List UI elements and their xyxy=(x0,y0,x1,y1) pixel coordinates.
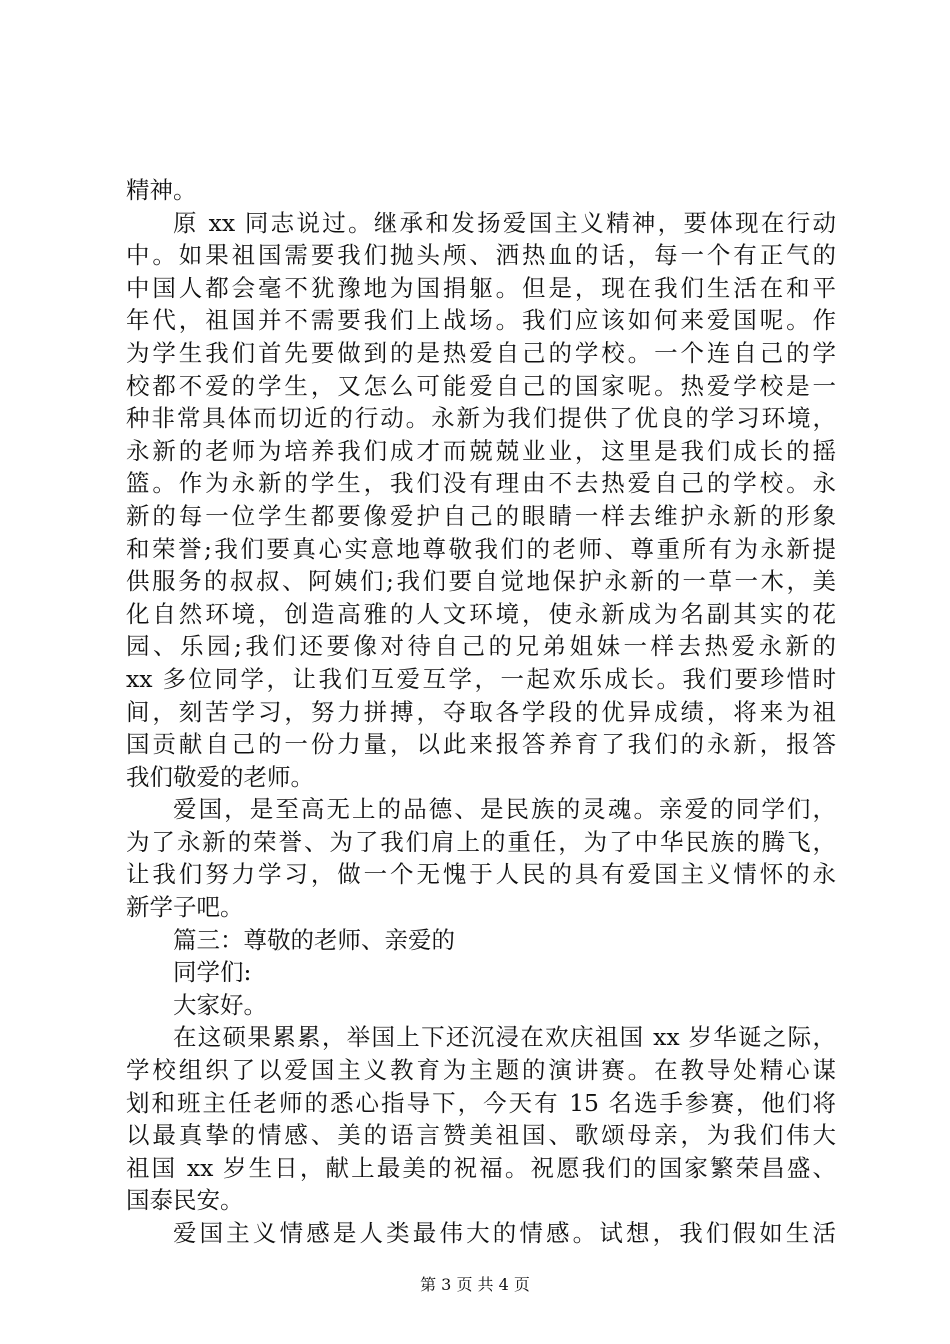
text-line: 园、乐园;我们还要像对待自己的兄弟姐妹一样去热爱永新的 xyxy=(126,632,836,661)
page-number-footer: 第 3 页 共 4 页 xyxy=(420,1275,530,1294)
text-line: 在这硕果累累，举国上下还沉浸在欢庆祖国 xx 岁华诞之际， xyxy=(173,1023,836,1052)
text-line: 我们敬爱的老师。 xyxy=(126,762,314,791)
text-line: 精神。 xyxy=(126,176,197,204)
text-line: 篮。作为永新的学生，我们没有理由不去热爱自己的学校。永 xyxy=(126,469,836,498)
text-line: 划和班主任老师的悉心指导下，今天有 15 名选手参赛，他们将 xyxy=(126,1088,836,1117)
text-line: 供服务的叔叔、阿姨们;我们要自觉地保护永新的一草一木，美 xyxy=(126,567,836,596)
text-line: 爱国主义情感是人类最伟大的情感。试想，我们假如生活 xyxy=(173,1219,836,1247)
text-line: 新的每一位学生都要像爱护自己的眼睛一样去维护永新的形象 xyxy=(126,501,836,530)
text-line: 原 xx 同志说过。继承和发扬爱国主义精神，要体现在行动 xyxy=(173,208,836,237)
text-line: 校都不爱的学生，又怎么可能爱自己的国家呢。热爱学校是一 xyxy=(126,371,836,400)
text-line: 中国人都会毫不犹豫地为国捐躯。但是，现在我们生活在和平 xyxy=(126,273,836,302)
text-line: 和荣誉;我们要真心实意地尊敬我们的老师、尊重所有为永新提 xyxy=(126,534,836,563)
text-line: 国贡献自己的一份力量，以此来报答养育了我们的永新，报答 xyxy=(126,730,836,759)
text-line: 永新的老师为培养我们成才而兢兢业业，这里是我们成长的摇 xyxy=(126,436,836,465)
text-line: 同学们: xyxy=(173,958,252,987)
text-line: 种非常具体而切近的行动。永新为我们提供了优良的学习环境， xyxy=(126,404,836,433)
text-line: 间，刻苦学习，努力拼搏，夺取各学段的优异成绩，将来为祖 xyxy=(126,697,836,726)
text-line: 祖国 xx 岁生日，献上最美的祝福。祝愿我们的国家繁荣昌盛、 xyxy=(126,1153,836,1182)
text-line: xx 多位同学，让我们互爱互学，一起欢乐成长。我们要珍惜时 xyxy=(126,664,836,693)
text-line: 国泰民安。 xyxy=(126,1186,244,1215)
text-line: 为了永新的荣誉、为了我们肩上的重任，为了中华民族的腾飞， xyxy=(126,827,836,856)
text-line: 学校组织了以爱国主义教育为主题的演讲赛。在教导处精心谋 xyxy=(126,1056,836,1085)
text-line: 以最真挚的情感、美的语言赞美祖国、歌颂母亲，为我们伟大 xyxy=(126,1121,836,1150)
text-line: 中。如果祖国需要我们抛头颅、洒热血的话，每一个有正气的 xyxy=(126,241,836,270)
text-line: 为学生我们首先要做到的是热爱自己的学校。一个连自己的学 xyxy=(126,338,836,367)
text-line: 新学子吧。 xyxy=(126,893,244,922)
text-line: 爱国，是至高无上的品德、是民族的灵魂。亲爱的同学们， xyxy=(173,795,836,824)
text-line: 篇三：尊敬的老师、亲爱的 xyxy=(173,925,455,954)
text-line: 让我们努力学习，做一个无愧于人民的具有爱国主义情怀的永 xyxy=(126,860,836,889)
text-line: 年代，祖国并不需要我们上战场。我们应该如何来爱国呢。作 xyxy=(126,306,836,335)
document-body xyxy=(126,174,836,1250)
text-line: 大家好。 xyxy=(173,990,267,1019)
text-line: 化自然环境，创造高雅的人文环境，使永新成为名副其实的花 xyxy=(126,599,836,628)
